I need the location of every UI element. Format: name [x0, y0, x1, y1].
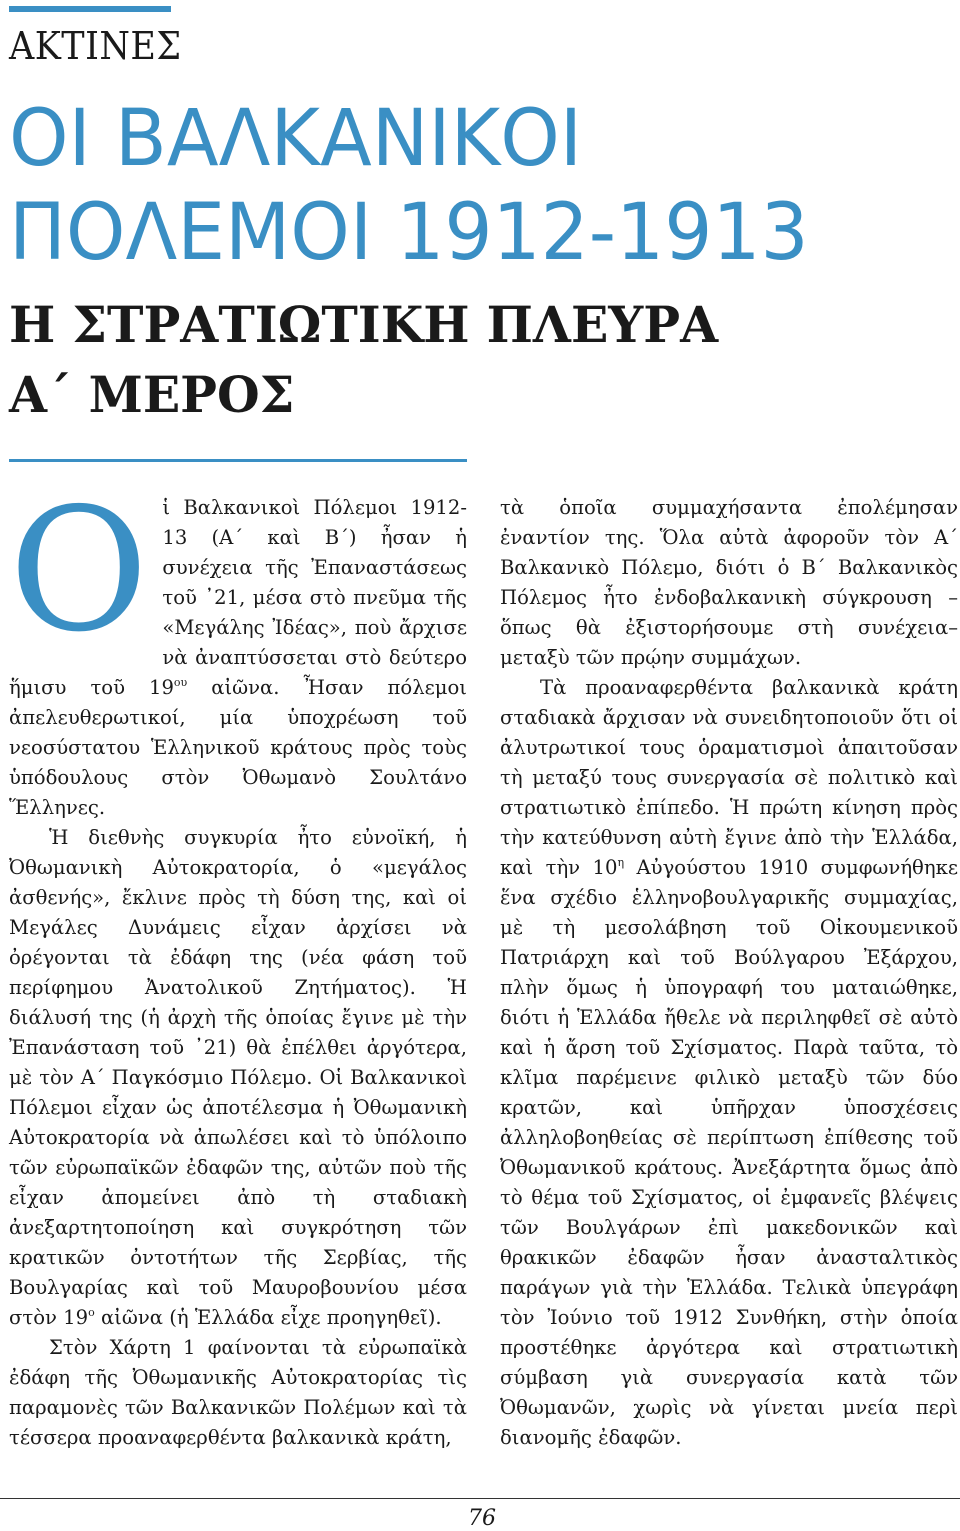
paragraph-1-text-b: αἰῶνα. Ἦσαν πόλεμοι ἀπελευθερωτικοί, μία ὑποχρέωση τοῦ νεοσύστατου Ἑλληνικοῦ κράτους πρὸς τοὺς ὑπόδουλους στὸν Ὀθωμανὸ Σουλτάνο Ἕλληνες.: [9, 676, 467, 819]
drop-cap: O: [9, 472, 149, 670]
footer-rule: [0, 1498, 960, 1499]
article-title: [9, 92, 809, 280]
paragraph-3: [9, 1333, 467, 1453]
paragraph-3-text: Στὸν Χάρτη 1 φαίνονται τὰ εὐρωπαϊκὰ ἐδάφη τῆς Ὀθωμανικῆς Αὐτοκρατορίας τὶς παραμονὲς τῶν Βαλκανικῶν Πολέμων καὶ τὰ τέσσερα προαναφερθέντα βαλκανικὰ κράτη,: [9, 1336, 467, 1449]
page-number: 76: [468, 1506, 496, 1531]
article-subtitle: [9, 290, 718, 430]
paragraph-4-text-a: Τὰ προαναφερθέντα βαλκανικὰ κράτη σταδιακὰ ἄρχισαν νὰ συνειδητοποιοῦν ὅτι οἱ ἀλυτρωτικοί τους ὁραματισμοὶ ἀπαιτοῦσαν τὴ μεταξύ τους συνεργασία σὲ πολιτικὸ καὶ στρατιωτικὸ ἐπίπεδο. Ἡ πρώτη κίνηση πρὸς τὴν κατεύθυνση αὐτὴ ἔγινε ἀπὸ τὴν Ἑλλάδα, καὶ τὴν 10: [500, 676, 958, 879]
paragraph-1-text-a: ἱ Βαλκανικοὶ Πόλεμοι 1912-13 (Α΄ καὶ Β΄) ἦσαν ἡ συνέχεια τῆς Ἐπαναστάσεως τοῦ ᾿21, μέσα στὸ πνεῦμα τῆς «Μεγάλης Ἰδέας», ποὺ ἄρχισε νὰ ἀναπτύσσεται στὸ δεύτερο ἥμισυ τοῦ 19: [9, 496, 467, 699]
section-label: ΑΚΤΙΝΕΣ: [9, 24, 182, 68]
subtitle-line-2: Α΄ ΜΕΡΟΣ: [9, 365, 295, 424]
paragraph-2-text-b: αἰῶνα (ἡ Ἑλλάδα εἶχε προηγηθεῖ).: [94, 1306, 442, 1329]
paragraph-3-continued-text: τὰ ὁποῖα συμμαχήσαντα ἐπολέμησαν ἐναντίον της. Ὅλα αὐτὰ ἀφοροῦν τὸν Α΄ Βαλκανικὸ Πόλεμο, διότι ὁ Β΄ Βαλκανικὸς Πόλεμος ἦτο ἐνδοβαλκανικὴ σύγκρουση –ὅπως θὰ ἐξιστορήσουμε στὴ συνέχεια– μεταξὺ τῶν πρῴην συμμάχων.: [500, 496, 958, 669]
paragraph-1: [9, 472, 467, 823]
subtitle-line-1: Η ΣΤΡΑΤΙΩΤΙΚΗ ΠΛΕΥΡΑ: [9, 295, 719, 354]
section-accent-bar: [9, 6, 171, 12]
paragraph-2-text-a: Ἡ διεθνὴς συγκυρία ἦτο εὐνοϊκή, ἡ Ὀθωμανικὴ Αὐτοκρατορία, ὁ «μεγάλος ἀσθενής», ἔκλινε πρὸς τὴ δύση της, καὶ οἱ Μεγάλες Δυνάμεις εἶχαν ἀρχίσει νὰ ὀρέγονται τὰ ἐδάφη της (νέα φάση τοῦ περίφημου Ἀνατολικοῦ Ζητήματος). Ἡ διάλυσή της (ἡ ἀρχὴ τῆς ὁποίας ἔγινε μὲ τὴν Ἐπανάσταση τοῦ ᾿21) θὰ ἐπέλθει ἀργότερα, μὲ τὸν Α΄ Παγκόσμιο Πόλεμο. Οἱ Βαλκανικοὶ Πόλεμοι εἶχαν ὡς ἀποτέλεσμα ἡ Ὀθωμανικὴ Αὐτοκρατορία νὰ ἀπωλέσει καὶ τὸ ὑπόλοιπο τῶν εὐρωπαϊκῶν ἐδαφῶν της, αὐτῶν ποὺ τῆς εἶχαν ἀπομείνει ἀπὸ τὴ σταδιακὴ ἀνεξαρτητοποίηση καὶ συγκρότηση τῶν κρατικῶν ὀντοτήτων τῆς Σερβίας, τῆς Βουλγαρίας καὶ τοῦ Μαυροβουνίου μέσα στὸν 19: [9, 826, 467, 1329]
paragraph-2: [9, 823, 467, 1333]
ordinal-suffix: η: [617, 856, 625, 869]
ordinal-suffix: ο: [88, 1306, 95, 1319]
title-line-1: ΟΙ ΒΑΛΚΑΝΙΚΟΙ: [9, 94, 583, 184]
paragraph-4: [500, 673, 958, 1453]
article-column-left: [9, 472, 467, 1453]
title-line-2: ΠΟΛΕΜΟΙ 1912-1913: [9, 188, 809, 278]
ordinal-suffix: ου: [173, 676, 188, 689]
article-column-right: [500, 493, 958, 1453]
title-divider: [9, 459, 467, 462]
paragraph-4-text-b: Αὐγούστου 1910 συμφωνήθηκε ἕνα σχέδιο ἑλληνοβουλγαρικῆς συμμαχίας, μὲ τὴ μεσολάβηση τοῦ Οἰκουμενικοῦ Πατριάρχη καὶ τοῦ Βούλγαρου Ἐξάρχου, πλὴν ὅμως ἡ ὑπογραφή του ματαιώθηκε, διότι ἡ Ἑλλάδα ἤθελε νὰ περιληφθεῖ σὲ αὐτὸ καὶ ἡ ἄρση τοῦ Σχίσματος. Παρὰ ταῦτα, τὸ κλῖμα παρέμεινε φιλικὸ μεταξὺ τῶν δύο κρατῶν, καὶ ὑπῆρχαν ὑποσχέσεις ἀλληλοβοηθείας σὲ περίπτωση ἐπίθεσης τοῦ Ὀθωμανικοῦ κράτους. Ἀνεξάρτητα ὅμως ἀπὸ τὸ θέμα τοῦ Σχίσματος, οἱ ἐμφανεῖς βλέψεις τῶν Βουλγάρων ἐπὶ μακεδονικῶν καὶ θρακικῶν ἐδαφῶν ἦσαν ἀνασταλτικὸς παράγων γιὰ τὴν Ἑλλάδα. Τελικὰ ὑπεγράφη τὸν Ἰούνιο τοῦ 1912 Συνθήκη, στὴν ὁποία προστέθηκε ἀργότερα καὶ στρατιωτικὴ σύμβαση γιὰ συνεργασία κατὰ τῶν Ὀθωμανῶν, χωρὶς νὰ γίνεται μνεία περὶ διανομῆς ἐδαφῶν.: [500, 856, 958, 1449]
paragraph-3-continued: [500, 493, 958, 673]
